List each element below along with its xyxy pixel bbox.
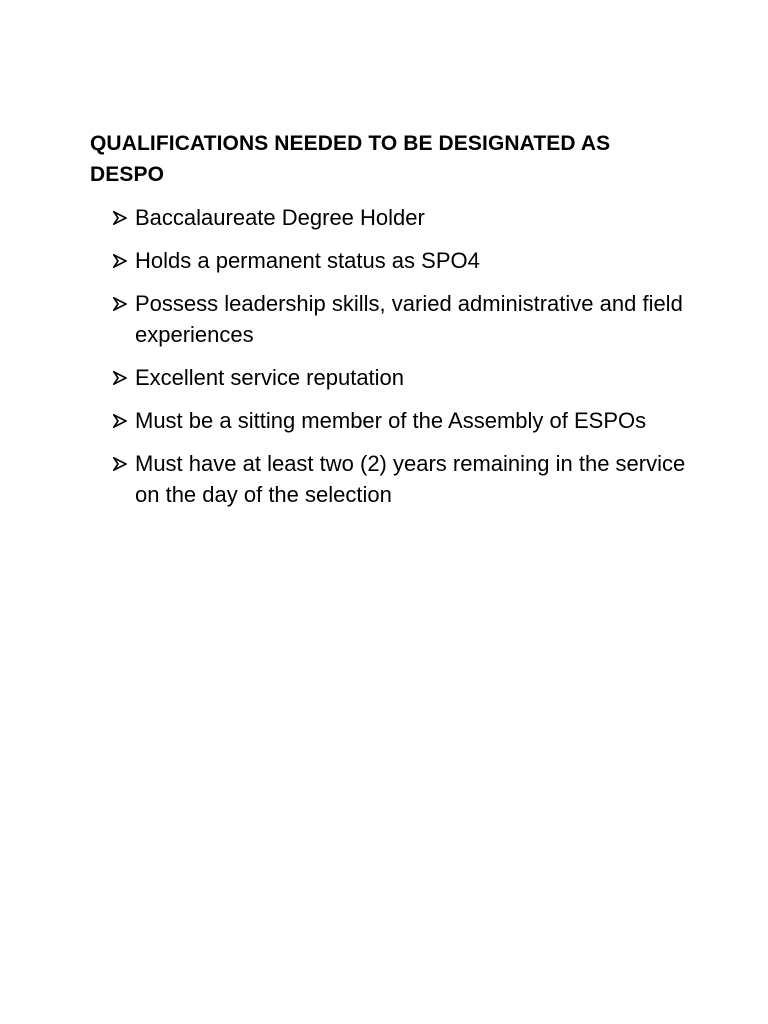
list-item-text: Must be a sitting member of the Assembly of ESPOs [135,408,647,433]
list-item-text: Must have at least two (2) years remaining in the service on the day of the selection [135,451,686,507]
document-heading: QUALIFICATIONS NEEDED TO BE DESIGNATED AS DESPO [90,132,611,186]
list-item [113,288,693,350]
arrowhead-bullet-icon [113,405,135,436]
qualifications-list [113,202,693,522]
list-item [113,362,693,393]
arrowhead-bullet-icon [113,202,135,233]
arrowhead-bullet-icon [113,245,135,276]
list-item-text: Baccalaureate Degree Holder [135,205,425,230]
list-item-text: Holds a permanent status as SPO4 [135,248,480,273]
list-item [113,448,693,510]
list-item-text: Excellent service reputation [135,365,405,390]
arrowhead-bullet-icon [113,288,135,319]
list-item [113,245,693,276]
list-item [113,405,693,436]
list-item-text: Possess leadership skills, varied administrative and field experiences [135,291,683,347]
arrowhead-bullet-icon [113,448,135,479]
list-item [113,202,693,233]
arrowhead-bullet-icon [113,362,135,393]
